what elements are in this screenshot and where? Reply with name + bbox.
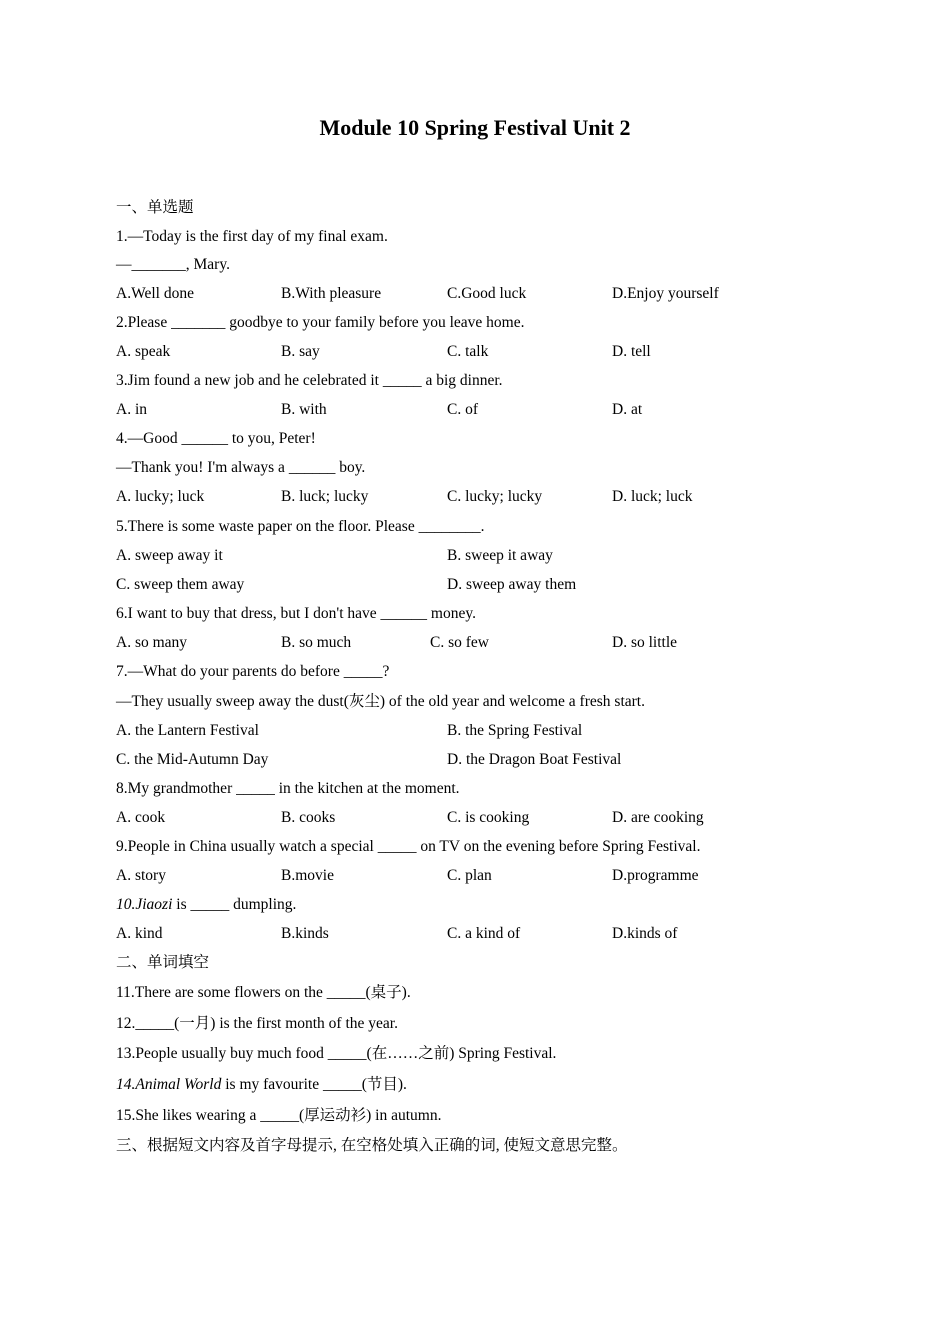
- page-title: Module 10 Spring Festival Unit 2: [319, 115, 631, 140]
- question-1-reply: —_______, Mary.: [116, 256, 230, 273]
- question-4-reply: —Thank you! I'm always a ______ boy.: [116, 459, 366, 476]
- q1-option-b: B.With pleasure: [281, 285, 382, 302]
- question-6-stem: 6.I want to buy that dress, but I don't have ______ money.: [116, 605, 476, 622]
- q7-option-a: A. the Lantern Festival: [116, 722, 259, 739]
- question-7-stem: 7.—What do your parents do before _____?: [116, 663, 390, 680]
- q10-option-b: B.kinds: [281, 925, 329, 942]
- q3-option-b: B. with: [281, 401, 327, 418]
- q10-option-d: D.kinds of: [612, 925, 678, 942]
- q2-option-d: D. tell: [612, 343, 651, 360]
- q4-option-b: B. luck; lucky: [281, 488, 369, 505]
- q4-option-d: D. luck; luck: [612, 488, 693, 505]
- q5-option-c: C. sweep them away: [116, 576, 245, 593]
- question-11: 11.There are some flowers on the _____(桌子).: [116, 984, 411, 1001]
- section-heading-single-choice: 一、单选题: [116, 199, 194, 216]
- q4-option-c: C. lucky; lucky: [447, 488, 543, 505]
- q8-option-b: B. cooks: [281, 809, 336, 826]
- q8-option-d: D. are cooking: [612, 809, 704, 826]
- question-12: 12._____(一月) is the first month of the year.: [116, 1015, 398, 1032]
- q1-option-d: D.Enjoy yourself: [612, 285, 719, 302]
- q7-option-c: C. the Mid-Autumn Day: [116, 751, 269, 768]
- question-10-rest: is _____ dumpling.: [172, 896, 297, 913]
- question-9-stem: 9.People in China usually watch a special _____ on TV on the evening before Spring Festival.: [116, 838, 701, 855]
- q1-option-a: A.Well done: [116, 285, 194, 302]
- question-14: [116, 1075, 407, 1095]
- question-14-italic: 14.Animal World: [116, 1076, 222, 1093]
- q2-option-b: B. say: [281, 343, 320, 360]
- question-8-stem: 8.My grandmother _____ in the kitchen at the moment.: [116, 780, 460, 797]
- question-15: 15.She likes wearing a _____(厚运动衫) in autumn.: [116, 1107, 442, 1124]
- q2-option-a: A. speak: [116, 343, 171, 360]
- question-3-stem: 3.Jim found a new job and he celebrated it _____ a big dinner.: [116, 372, 503, 389]
- q3-option-c: C. of: [447, 401, 478, 418]
- q10-option-c: C. a kind of: [447, 925, 521, 942]
- q9-option-a: A. story: [116, 867, 166, 884]
- q8-option-c: C. is cooking: [447, 809, 530, 826]
- q5-option-b: B. sweep it away: [447, 547, 553, 564]
- q1-option-c: C.Good luck: [447, 285, 527, 302]
- q8-option-a: A. cook: [116, 809, 166, 826]
- q6-option-d: D. so little: [612, 634, 678, 651]
- q7-option-d: D. the Dragon Boat Festival: [447, 751, 622, 768]
- question-5-stem: 5.There is some waste paper on the floor. Please ________.: [116, 518, 485, 535]
- question-10-stem: [116, 895, 296, 915]
- q9-option-b: B.movie: [281, 867, 334, 884]
- question-14-rest: is my favourite _____(节目).: [221, 1076, 407, 1093]
- q3-option-d: D. at: [612, 401, 643, 418]
- question-7-reply: —They usually sweep away the dust(灰尘) of the old year and welcome a fresh start.: [116, 693, 645, 710]
- section-heading-word-fill: 二、单词填空: [116, 954, 210, 971]
- q5-option-d: D. sweep away them: [447, 576, 577, 593]
- q9-option-c: C. plan: [447, 867, 492, 884]
- q5-option-a: A. sweep away it: [116, 547, 223, 564]
- q10-option-a: A. kind: [116, 925, 163, 942]
- question-2-stem: 2.Please _______ goodbye to your family before you leave home.: [116, 314, 525, 331]
- q7-option-b: B. the Spring Festival: [447, 722, 583, 739]
- q6-option-a: A. so many: [116, 634, 188, 651]
- question-13: 13.People usually buy much food _____(在……之前) Spring Festival.: [116, 1045, 557, 1062]
- q6-option-b: B. so much: [281, 634, 352, 651]
- q2-option-c: C. talk: [447, 343, 489, 360]
- q4-option-a: A. lucky; luck: [116, 488, 205, 505]
- q9-option-d: D.programme: [612, 867, 699, 884]
- question-4-stem: 4.—Good ______ to you, Peter!: [116, 430, 316, 447]
- q3-option-a: A. in: [116, 401, 147, 418]
- q6-option-c: C. so few: [430, 634, 489, 651]
- question-10-italic: 10.Jiaozi: [116, 896, 173, 913]
- question-1-stem: 1.—Today is the first day of my final exam.: [116, 228, 388, 245]
- section-heading-passage-fill: 三、根据短文内容及首字母提示, 在空格处填入正确的词, 使短文意思完整。: [116, 1137, 628, 1154]
